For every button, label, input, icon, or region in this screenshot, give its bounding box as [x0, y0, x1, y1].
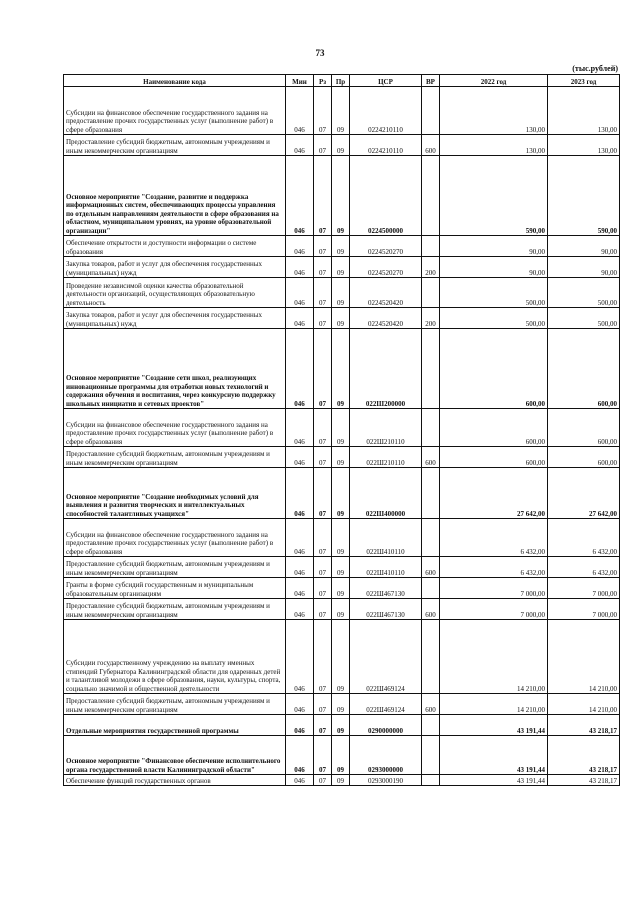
table-row	[64, 236, 620, 257]
cell-vr	[422, 409, 440, 447]
cell-vr	[422, 236, 440, 257]
cell-csr: 022Ш410110	[350, 557, 422, 578]
cell-pr: 09	[332, 775, 350, 786]
cell-csr: 022Ш210110	[350, 409, 422, 447]
cell-rz: 07	[314, 736, 332, 775]
cell-pr: 09	[332, 329, 350, 409]
cell-name: Предоставление субсидий бюджетным, автономным учреждениям и иным некоммерческим организациям	[64, 447, 286, 468]
cell-y2023: 90,00	[548, 236, 620, 257]
cell-min: 046	[286, 599, 314, 620]
cell-y2023: 43 218,17	[548, 736, 620, 775]
header-2022: 2022 год	[440, 75, 548, 87]
cell-vr: 600	[422, 447, 440, 468]
cell-pr: 09	[332, 557, 350, 578]
cell-name: Субсидии на финансовое обеспечение государственного задания на предоставление прочих государственных услуг (выполнение работ) в сфере образования	[64, 87, 286, 135]
cell-y2022: 500,00	[440, 308, 548, 329]
cell-name: Предоставление субсидий бюджетным, автономным учреждениям и иным некоммерческим организациям	[64, 557, 286, 578]
cell-csr: 0224500000	[350, 156, 422, 236]
header-name: Наименование кода	[64, 75, 286, 87]
header-vr: ВР	[422, 75, 440, 87]
header-rz: Рз	[314, 75, 332, 87]
cell-pr: 09	[332, 578, 350, 599]
cell-y2022: 43 191,44	[440, 715, 548, 736]
cell-csr: 0224520270	[350, 257, 422, 278]
cell-y2022: 6 432,00	[440, 557, 548, 578]
cell-y2023: 43 218,17	[548, 715, 620, 736]
cell-y2023: 14 210,00	[548, 694, 620, 715]
cell-pr: 09	[332, 308, 350, 329]
cell-rz: 07	[314, 578, 332, 599]
cell-min: 046	[286, 87, 314, 135]
table-row	[64, 87, 620, 135]
cell-y2023: 14 210,00	[548, 620, 620, 694]
cell-min: 046	[286, 278, 314, 308]
cell-rz: 07	[314, 329, 332, 409]
cell-vr	[422, 329, 440, 409]
table-row	[64, 447, 620, 468]
cell-vr	[422, 468, 440, 519]
cell-y2022: 14 210,00	[440, 694, 548, 715]
table-row	[64, 578, 620, 599]
cell-y2023: 500,00	[548, 278, 620, 308]
cell-min: 046	[286, 519, 314, 557]
table-row	[64, 694, 620, 715]
cell-y2022: 130,00	[440, 135, 548, 156]
cell-min: 046	[286, 557, 314, 578]
cell-name: Обеспечение открытости и доступности информации о системе образования	[64, 236, 286, 257]
cell-vr: 600	[422, 694, 440, 715]
cell-pr: 09	[332, 715, 350, 736]
cell-min: 046	[286, 620, 314, 694]
cell-rz: 07	[314, 519, 332, 557]
cell-name: Основное мероприятие "Создание необходимых условий для выявления и развития творческих и интеллектуальных способностей талантливых учащихся"	[64, 468, 286, 519]
cell-min: 046	[286, 447, 314, 468]
units-label: (тыс.рублей)	[572, 64, 618, 73]
cell-y2022: 600,00	[440, 329, 548, 409]
table-row	[64, 557, 620, 578]
cell-pr: 09	[332, 87, 350, 135]
cell-y2023: 90,00	[548, 257, 620, 278]
cell-csr: 022Ш400000	[350, 468, 422, 519]
page-number: 73	[315, 48, 325, 58]
cell-vr	[422, 156, 440, 236]
cell-pr: 09	[332, 135, 350, 156]
cell-vr	[422, 620, 440, 694]
cell-pr: 09	[332, 468, 350, 519]
cell-name: Предоставление субсидий бюджетным, автономным учреждениям и иным некоммерческим организациям	[64, 135, 286, 156]
cell-pr: 09	[332, 620, 350, 694]
cell-y2023: 600,00	[548, 447, 620, 468]
cell-y2022: 7 000,00	[440, 599, 548, 620]
table-row	[64, 736, 620, 775]
cell-min: 046	[286, 578, 314, 599]
cell-csr: 022Ш467130	[350, 578, 422, 599]
table-row	[64, 278, 620, 308]
cell-y2022: 27 642,00	[440, 468, 548, 519]
table-row	[64, 257, 620, 278]
cell-min: 046	[286, 236, 314, 257]
cell-y2023: 130,00	[548, 135, 620, 156]
cell-min: 046	[286, 156, 314, 236]
cell-name: Субсидии на финансовое обеспечение государственного задания на предоставление прочих государственных услуг (выполнение работ) в сфере образования	[64, 519, 286, 557]
cell-rz: 07	[314, 409, 332, 447]
cell-csr: 0224520420	[350, 308, 422, 329]
header-min: Мин	[286, 75, 314, 87]
cell-csr: 022Ш200000	[350, 329, 422, 409]
cell-y2022: 43 191,44	[440, 736, 548, 775]
cell-rz: 07	[314, 775, 332, 786]
table-row	[64, 620, 620, 694]
cell-rz: 07	[314, 447, 332, 468]
table-row	[64, 775, 620, 786]
cell-vr: 200	[422, 308, 440, 329]
cell-y2023: 600,00	[548, 409, 620, 447]
cell-csr: 022Ш410110	[350, 519, 422, 557]
cell-name: Отдельные мероприятия государственной программы	[64, 715, 286, 736]
cell-y2022: 43 191,44	[440, 775, 548, 786]
header-pr: Пр	[332, 75, 350, 87]
cell-csr: 022Ш469124	[350, 620, 422, 694]
cell-min: 046	[286, 308, 314, 329]
cell-pr: 09	[332, 599, 350, 620]
cell-rz: 07	[314, 620, 332, 694]
cell-min: 046	[286, 715, 314, 736]
cell-csr: 0293000000	[350, 736, 422, 775]
cell-pr: 09	[332, 694, 350, 715]
cell-name: Основное мероприятие "Создание сети школ, реализующих инновационные программы для отработки новых технологий и содержания обучения и воспитания, через конкурсную поддержку школьных инициатив и сетевых проектов"	[64, 329, 286, 409]
cell-pr: 09	[332, 278, 350, 308]
header-csr: ЦСР	[350, 75, 422, 87]
cell-y2022: 590,00	[440, 156, 548, 236]
cell-rz: 07	[314, 135, 332, 156]
cell-y2022: 90,00	[440, 236, 548, 257]
cell-y2022: 90,00	[440, 257, 548, 278]
cell-pr: 09	[332, 236, 350, 257]
cell-y2023: 7 000,00	[548, 578, 620, 599]
cell-name: Субсидии государственному учреждению на выплату именных стипендий Губернатора Калининградской области для одаренных детей и талантливой молодежи в сфере образования, науки, культуры, спорта, социально значимой и общественной деятельности	[64, 620, 286, 694]
cell-name: Гранты в форме субсидий государственным и муниципальным образовательным организациям	[64, 578, 286, 599]
cell-pr: 09	[332, 156, 350, 236]
cell-rz: 07	[314, 278, 332, 308]
cell-vr	[422, 715, 440, 736]
cell-vr	[422, 519, 440, 557]
cell-name: Проведение независимой оценки качества образовательной деятельности организаций, осуществляющих образовательную деятельность	[64, 278, 286, 308]
cell-rz: 07	[314, 715, 332, 736]
cell-rz: 07	[314, 468, 332, 519]
cell-name: Закупка товаров, работ и услуг для обеспечения государственных (муниципальных) нужд	[64, 257, 286, 278]
cell-vr	[422, 775, 440, 786]
cell-y2023: 6 432,00	[548, 557, 620, 578]
cell-y2023: 600,00	[548, 329, 620, 409]
cell-y2022: 6 432,00	[440, 519, 548, 557]
cell-vr	[422, 578, 440, 599]
cell-rz: 07	[314, 257, 332, 278]
table-row	[64, 329, 620, 409]
cell-min: 046	[286, 775, 314, 786]
cell-name: Предоставление субсидий бюджетным, автономным учреждениям и иным некоммерческим организациям	[64, 694, 286, 715]
table-row	[64, 519, 620, 557]
cell-y2023: 43 218,17	[548, 775, 620, 786]
cell-csr: 022Ш469124	[350, 694, 422, 715]
table-header-row	[64, 75, 620, 87]
cell-min: 046	[286, 409, 314, 447]
cell-vr	[422, 736, 440, 775]
cell-rz: 07	[314, 156, 332, 236]
cell-name: Основное мероприятие "Создание, развитие и поддержка информационных систем, обеспечивающих процессы управления по отдельным направлениям деятельности в сфере образования на областном, муниципальном уровнях, на уровне образовательной организации"	[64, 156, 286, 236]
cell-min: 046	[286, 135, 314, 156]
cell-min: 046	[286, 257, 314, 278]
table-row	[64, 715, 620, 736]
cell-min: 046	[286, 329, 314, 409]
table-row	[64, 156, 620, 236]
cell-vr	[422, 87, 440, 135]
cell-y2022: 7 000,00	[440, 578, 548, 599]
cell-y2023: 500,00	[548, 308, 620, 329]
cell-vr	[422, 278, 440, 308]
cell-rz: 07	[314, 87, 332, 135]
cell-vr: 600	[422, 135, 440, 156]
table-row	[64, 308, 620, 329]
table-body	[64, 87, 620, 786]
cell-y2023: 590,00	[548, 156, 620, 236]
cell-csr: 0224520270	[350, 236, 422, 257]
header-2023: 2023 год	[548, 75, 620, 87]
cell-y2023: 6 432,00	[548, 519, 620, 557]
cell-csr: 022Ш467130	[350, 599, 422, 620]
cell-csr: 0224210110	[350, 135, 422, 156]
cell-min: 046	[286, 694, 314, 715]
cell-pr: 09	[332, 409, 350, 447]
table-row	[64, 468, 620, 519]
cell-csr: 0293000190	[350, 775, 422, 786]
budget-table	[63, 74, 620, 786]
cell-name: Обеспечение функций государственных органов	[64, 775, 286, 786]
cell-rz: 07	[314, 236, 332, 257]
cell-y2022: 600,00	[440, 447, 548, 468]
cell-name: Предоставление субсидий бюджетным, автономным учреждениям и иным некоммерческим организациям	[64, 599, 286, 620]
cell-name: Субсидии на финансовое обеспечение государственного задания на предоставление прочих государственных услуг (выполнение работ) в сфере образования	[64, 409, 286, 447]
cell-rz: 07	[314, 557, 332, 578]
cell-rz: 07	[314, 599, 332, 620]
cell-min: 046	[286, 736, 314, 775]
cell-y2022: 130,00	[440, 87, 548, 135]
cell-csr: 0224520420	[350, 278, 422, 308]
table-row	[64, 135, 620, 156]
cell-vr: 200	[422, 257, 440, 278]
cell-vr: 600	[422, 557, 440, 578]
table-row	[64, 409, 620, 447]
cell-name: Закупка товаров, работ и услуг для обеспечения государственных (муниципальных) нужд	[64, 308, 286, 329]
cell-y2023: 130,00	[548, 87, 620, 135]
cell-y2022: 500,00	[440, 278, 548, 308]
cell-y2022: 14 210,00	[440, 620, 548, 694]
cell-y2023: 7 000,00	[548, 599, 620, 620]
cell-vr: 600	[422, 599, 440, 620]
cell-rz: 07	[314, 694, 332, 715]
cell-y2023: 27 642,00	[548, 468, 620, 519]
cell-csr: 022Ш210110	[350, 447, 422, 468]
cell-pr: 09	[332, 257, 350, 278]
cell-rz: 07	[314, 308, 332, 329]
cell-y2022: 600,00	[440, 409, 548, 447]
cell-pr: 09	[332, 447, 350, 468]
cell-min: 046	[286, 468, 314, 519]
cell-csr: 0224210110	[350, 87, 422, 135]
cell-name: Основное мероприятие "Финансовое обеспечение исполнительного органа государственной власти Калининградской области"	[64, 736, 286, 775]
cell-pr: 09	[332, 736, 350, 775]
table-row	[64, 599, 620, 620]
cell-csr: 0290000000	[350, 715, 422, 736]
cell-pr: 09	[332, 519, 350, 557]
